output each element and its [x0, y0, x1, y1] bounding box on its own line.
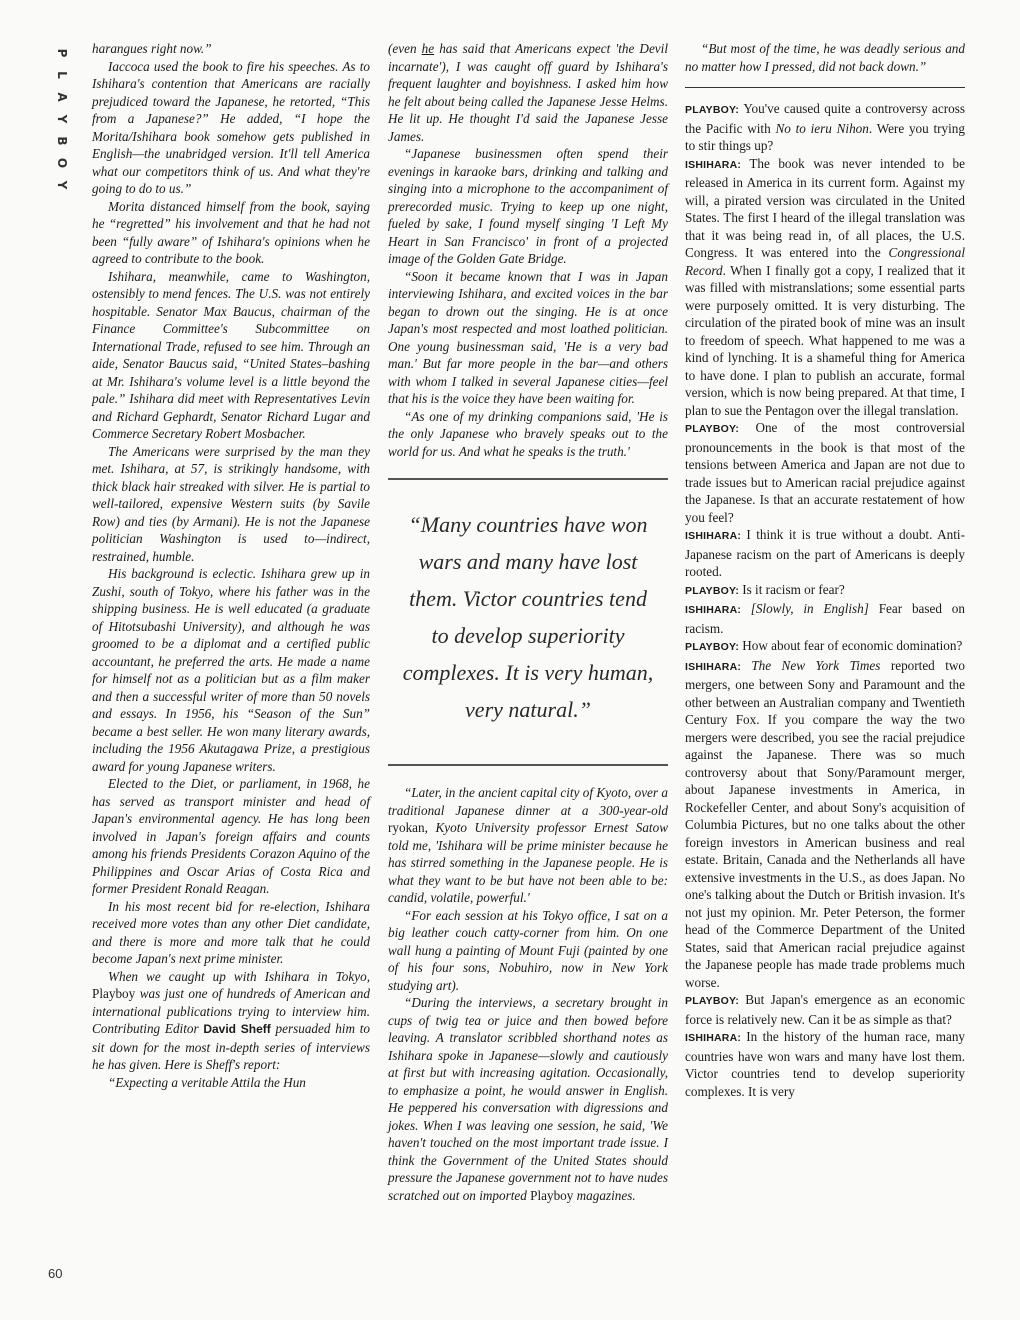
sidebar-letter: Y: [55, 180, 69, 190]
text-run: Is it racism or fear?: [742, 581, 845, 597]
text-run: has said that Americans expect 'the Devil incarnate'), I was caught off guard by Ishihara's frequent laughter and boyishness. I asked him how he felt about being called the Japanese Jesse Helms. He lit up. He thought I'd said the Japanese Jesse James.: [388, 41, 668, 144]
paragraph: “Japanese businessmen often spend their evenings in karaoke bars, drinking and talking and singing into a microphone to the accompaniment of prerecorded music. Trying to keep up one night, fueled by sake, I found myself singing 'I Left My Heart in San Francisco' in front of a projected image of the Golden Gate Bridge.: [388, 146, 668, 266]
text-run: No to ieru Nihon: [775, 120, 869, 136]
interview-qa: [685, 100, 965, 1100]
text-run: magazines.: [573, 1187, 636, 1203]
sidebar-letter: L: [55, 71, 69, 79]
text-run: One of the most controversial pronouncements in the book is that most of the tensions between America and Japan are not due to trade issues but to American racial prejudice against the Japanese. Is that an accurate restatement of how you feel?: [685, 420, 965, 525]
qa-paragraph: [685, 1028, 965, 1100]
text-run: Congressional Record: [685, 245, 965, 278]
text-run: The New York Times: [751, 657, 881, 673]
text-run: . When I finally got a copy, I realized that it was filled with mistranslations; some essential parts were purposely omitted. It is very disturbing. The circulation of the pirated book of mine was an insult to freedom of speech. What happened to me was a kind of lynching. It is a shameful thing for America to have done. I plan to publish an accurate, formal version, which is now being prepared. At that time, I plan to sue the Pentagon over the illegal translation.: [685, 262, 965, 418]
speaker-label: PLAYBOY:: [685, 641, 743, 653]
text-run: was just one of hundreds of American and international publications trying to interview him. Contributing Editor: [92, 986, 370, 1036]
speaker-label: ISHIHARA:: [685, 1032, 747, 1044]
paragraph: “For each session at his Tokyo office, I sat on a big leather couch catty-corner from him. On one wall hung a painting of Mount Fuji (painted by one of his four sons, Nobuhiro, now in New York studying art).: [388, 907, 668, 993]
sidebar-letter: A: [55, 92, 69, 102]
pull-quote: “Many countries have won wars and many have lost them. Victor countries tend to develop superiority complexes. It is very human, very natural.”: [402, 512, 654, 722]
publication-name: Playboy: [92, 986, 136, 1001]
speaker-label: PLAYBOY:: [685, 584, 743, 597]
paragraph: “As one of my drinking companions said, 'He is the only Japanese who bravely speaks out to the world for us. And what he speaks is the truth.': [388, 408, 668, 459]
paragraph: harangues right now.”: [92, 41, 212, 56]
text-run: “Later, in the ancient capital city of Kyoto, over a traditional Japanese dinner at a 300-year-old: [388, 785, 668, 818]
text-run: I think it is true without a doubt. Anti-Japanese racism on the part of Americans is deeply rooted.: [685, 527, 965, 579]
sidebar-letter: Y: [55, 114, 69, 124]
divider: [685, 87, 965, 88]
sidebar-letter: B: [55, 136, 69, 146]
qa-paragraph: [685, 155, 965, 420]
speaker-label: PLAYBOY:: [685, 423, 756, 435]
text-run: , Kyoto University professor Ernest Satow told me, 'Ishihara will be prime minister because he has stirred something in the Japanese people. He is what they want to be but have not been able to be: candid, volatile, powerful.': [388, 820, 668, 905]
column-1: [92, 40, 370, 1091]
column-2: [388, 40, 668, 1204]
paragraph: The Americans were surprised by the man they met. Ishihara, at 57, is strikingly handsome, with thick black hair streaked with silver. He is partial to well-tailored, expensive Western suits (by Savile Row) and ties (by Armani). He is not the Japanese politician Washington is used to—indirect, restrained, humble.: [92, 443, 370, 564]
sidebar-letter: P: [55, 48, 69, 58]
magazine-sidebar-logo: [52, 42, 72, 196]
speaker-label: ISHIHARA:: [685, 530, 747, 542]
qa-paragraph: [685, 100, 965, 155]
paragraph: “Expecting a veritable Attila the Hun: [108, 1074, 306, 1090]
qa-paragraph: [685, 581, 965, 601]
sidebar-letter: O: [55, 157, 69, 169]
text-run: In the history of the human race, many countries have won wars and many have lost them. Victor countries tend to develop superiority complexes. It is very: [685, 1029, 966, 1099]
paragraph: “Soon it became known that I was in Japan interviewing Ishihara, and excited voices in the bar began to drown out the singing. He is at once Japan's most respected and most loathed politician. One young businessman said, 'He is a very bad man.' But far more people in the bar—and others with whom I talked in several Japanese cities—feel that his is the voice they have been waiting for.: [388, 268, 668, 406]
speaker-label: ISHIHARA:: [685, 660, 752, 673]
paragraph: [92, 968, 370, 1074]
qa-paragraph: [685, 600, 965, 637]
speaker-label: PLAYBOY:: [685, 104, 744, 116]
text-run: How about fear of economic domination?: [742, 638, 963, 653]
page-number: 60: [48, 1266, 63, 1281]
text-run: (even: [388, 41, 422, 56]
text-run: When we caught up with Ishihara in Tokyo,: [108, 968, 370, 984]
paragraph: “But most of the time, he was deadly serious and no matter how I pressed, did not back down.”: [685, 41, 965, 74]
pull-quote-box: [388, 478, 668, 766]
paragraph: [388, 40, 668, 145]
text-run: persuaded him to sit down for the most in-depth series of interviews he has given. Here is Sheff's report:: [92, 1021, 370, 1072]
author-name: David Sheff: [203, 1022, 271, 1036]
speaker-label: ISHIHARA:: [685, 158, 750, 171]
speaker-label: ISHIHARA:: [685, 604, 751, 616]
text-run: But Japan's emergence as an economic force is relatively new. Can it be as simple as that?: [685, 992, 965, 1027]
paragraph: [388, 994, 668, 1204]
text-run: . Were you trying to stir things up?: [685, 120, 965, 153]
paragraph: Elected to the Diet, or parliament, in 1968, he has served as transport minister and head of Japan's environmental agency. He has long been involved in Japan's foreign affairs and counts among his friends Presidents Corazon Aquino of the Philippines and Oscar Arias of Costa Rica and former President Ronald Reagan.: [92, 776, 370, 896]
text-run: Fear based on racism.: [685, 601, 965, 636]
qa-paragraph: [685, 991, 965, 1028]
text-run: he: [421, 41, 435, 56]
qa-paragraph: [685, 526, 965, 581]
qa-paragraph: [685, 637, 965, 657]
qa-paragraph: [685, 419, 965, 526]
paragraph: In his most recent bid for re-election, Ishihara received more votes than any other Diet candidate, and there is more and more talk that he could become Japan's next prime minister.: [92, 898, 370, 966]
text-run: “During the interviews, a secretary brought in cups of twig tea or juice and then bowed before leaving. A translator scribbled shorthand notes as Ishihara spoke in Japanese—slowly and cautiously at first but with increasing agitation. Occasionally, to emphasize a point, he would answer in English. He peppered his conversation with digressions and jokes. When I was leaving one session, he said, 'We haven't touched on the most important trade issue. I think the Government of the United States should pressure the Japanese government not to have nudes scratched out on imported: [388, 995, 668, 1203]
publication-name: Playboy: [530, 1187, 574, 1203]
paragraph: His background is eclectic. Ishihara grew up in Zushi, south of Tokyo, where his father was in the shipping business. He is well educated (a graduate of Hitotsubashi University), and although he was groomed to be a diplomat and a certified public accountant, he preferred the arts. He made a name for himself not as a politician but as a film maker and then a successful writer of more than 50 novels and essays. In 1956, his “Season of the Sun” became a best seller. He won many literary awards, including the 1956 Akutagawa Prize, a prestigious award for young Japanese writers.: [92, 566, 370, 774]
text-run: ryokan: [388, 820, 425, 835]
text-run: [Slowly, in English]: [750, 601, 869, 616]
text-run: You've caused quite a controversy across the Pacific with: [685, 101, 965, 136]
text-run: reported two mergers, one between Sony and Paramount and the other between an Australian company and Twentieth Century Fox. If you compare the way the two mergers were described, you see the racial prejudice against the Japanese. There was so much controversy about that Sony/Paramount merger, about Japanese investments in America, in Rockefeller Center, and about Sony's acquisition of Columbia Pictures, but no one talks about the other foreign investors in American business and real estate. Britain, Canada and the Netherlands all have extensive investments in the U.S., as does Japan. No one's talking about the Dutch or British invasion. It's not just my opinion. Mr. Peter Peterson, the former head of the Commerce Department of the United States, said that American racial prejudice against the Japanese people has made trade problems much worse.: [685, 657, 966, 990]
text-run: The book was never intended to be released in America in its current form. Against my will, a pirated version was circulated in the United States. The first I heard of the illegal translation was that it was being read in, of all places, the U.S. Congress. It was entered into the: [685, 155, 965, 260]
column-3: [685, 40, 965, 1100]
paragraph: Morita distanced himself from the book, saying he “regretted” his involvement and that he had not been “fully aware” of Ishihara's opinions when he agreed to contribute to the book.: [92, 198, 370, 266]
paragraph: [388, 784, 668, 907]
speaker-label: PLAYBOY:: [685, 995, 746, 1007]
qa-paragraph: [685, 657, 965, 992]
paragraph: Iaccoca used the book to fire his speeches. As to Ishihara's contention that Americans are racially prejudiced toward the Japanese, he retorted, “This from a Japanese?” He added, “I hope the Morita/Ishihara book somehow gets published in English—the unabridged version. It'll tell America what our competitors think of us. And what they're going to do to us.”: [92, 58, 370, 196]
paragraph: Ishihara, meanwhile, came to Washington, ostensibly to mend fences. The U.S. was not entirely hospitable. Senator Max Baucus, chairman of the Finance Committee's Subcommittee on International Trade, refused to see him. Through an aide, Senator Baucus said, “United States–bashing at Mr. Ishihara's volume level is a little beyond the pale.” Ishihara did meet with Representatives Levin and Richard Gephardt, Senator Richard Lugar and Commerce Secretary Robert Mosbacher.: [92, 268, 370, 441]
